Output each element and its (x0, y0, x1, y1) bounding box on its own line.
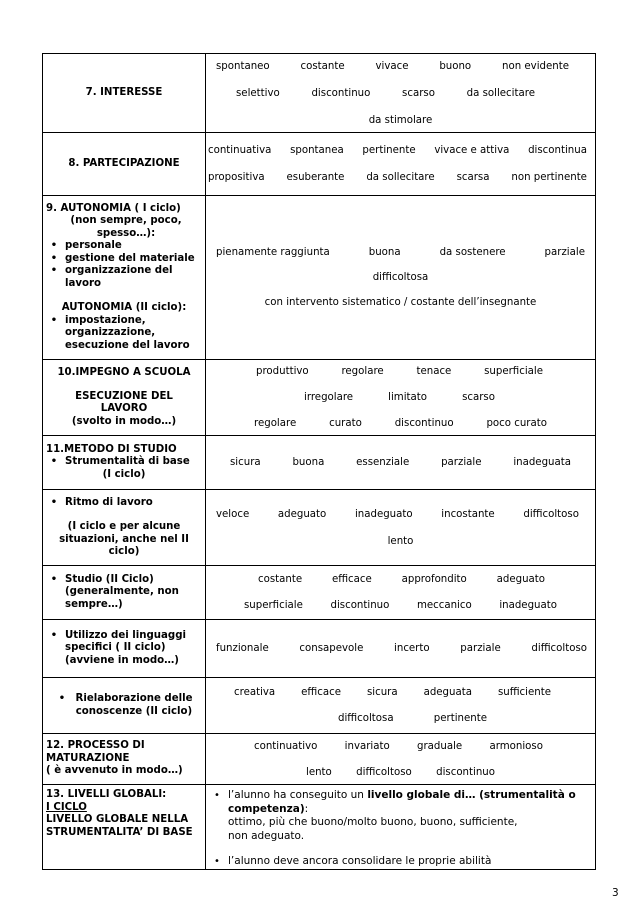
option: discontinua (528, 145, 587, 156)
options-line (206, 365, 595, 378)
option: veloce (216, 508, 250, 520)
option: scarsa (456, 172, 490, 183)
row-options-maturazione (206, 734, 596, 785)
option: produttivo (256, 366, 309, 377)
option: difficoltosa (372, 272, 429, 283)
option: sufficiente (497, 687, 551, 698)
option: inadeguata (513, 457, 571, 468)
table-row (43, 734, 596, 785)
list-item: • Utilizzo dei linguaggi specifici ( II ciclo) (avviene in modo…) (43, 630, 205, 668)
option: costante (300, 60, 345, 72)
options-line (206, 246, 595, 259)
bullet: • (58, 693, 66, 704)
label-impegno-note: (svolto in modo…) (71, 415, 177, 427)
bullet: • (214, 790, 220, 801)
label-interesse: 7. INTERESSE (85, 86, 163, 98)
table-row (43, 196, 596, 360)
table-row (43, 54, 596, 133)
list-item (206, 855, 595, 869)
list-item: • organizzazione del lavoro (43, 265, 205, 290)
options-line (206, 712, 595, 725)
row-options-autonomia (206, 196, 596, 360)
row-label-linguaggi (43, 620, 206, 678)
option: vivace (375, 60, 409, 72)
option: graduale (417, 740, 463, 752)
table-row (43, 490, 596, 566)
option: adeguato (277, 508, 327, 520)
option: propositiva (208, 172, 265, 183)
option: parziale (544, 247, 585, 258)
livelli-consolidare: l’alunno deve ancora consolidare le proprie abilità (228, 855, 492, 867)
option: esuberante (286, 172, 345, 183)
option: pienamente raggiunta (216, 247, 330, 258)
option: da sollecitare (466, 87, 535, 99)
option: parziale (441, 457, 482, 468)
row-options-impegno (206, 360, 596, 436)
option: sicura (366, 687, 398, 698)
options-line (206, 417, 595, 430)
bullet: • (214, 856, 220, 867)
table-row (43, 436, 596, 490)
label-impegno-sub: ESECUZIONE DEL LAVORO (75, 390, 173, 414)
row-label-partecipazione (43, 133, 206, 196)
list-item: • personale (43, 240, 205, 253)
option: poco curato (486, 418, 547, 429)
options-line (206, 271, 595, 284)
label-metodo-note-a: (I ciclo) (102, 468, 146, 480)
list-item: • Studio (II Ciclo) (generalmente, non sempre…) (43, 574, 205, 612)
options-line (206, 87, 595, 100)
option: pertinente (433, 713, 487, 724)
option: da sostenere (439, 247, 506, 258)
options-line (206, 766, 595, 779)
bullet: • (50, 240, 58, 252)
list-item: • gestione del materiale (43, 253, 205, 266)
option: limitato (388, 392, 428, 403)
evaluation-table (42, 53, 596, 870)
options-line (206, 456, 595, 469)
option: buona (292, 457, 325, 468)
option: da sollecitare (366, 172, 435, 183)
table-row (43, 566, 596, 620)
option: non evidente (502, 60, 569, 72)
row-content-livelli (206, 785, 596, 870)
row-options-partecipazione (206, 133, 596, 196)
list-item: • Rielaborazione delle conoscenze (II ciclo) (43, 693, 205, 718)
options-line (206, 144, 595, 157)
table-row (43, 785, 596, 870)
option: creativa (234, 687, 276, 698)
livelli-text: l’alunno ha conseguito un (228, 789, 368, 801)
option: pertinente (362, 145, 416, 156)
option: vivace e attiva (434, 145, 510, 156)
option: lento (306, 766, 332, 778)
option: meccanico (416, 600, 472, 611)
option: sicura (230, 457, 261, 468)
options-line (206, 508, 595, 521)
option: scarso (402, 87, 435, 99)
label-autonomia-note: (non sempre, poco, spesso…): (70, 215, 182, 239)
row-options-strumentalita (206, 436, 596, 490)
livelli-levels: ottimo, più che buono/molto buono, buono, sufficiente, (228, 816, 518, 828)
option: con intervento sistematico / costante dell’insegnante (264, 297, 537, 308)
bullet: • (50, 456, 58, 468)
option: buono (439, 60, 472, 72)
options-line (206, 114, 595, 127)
option: lento (387, 535, 414, 547)
bullet: • (50, 629, 58, 641)
table-row (43, 360, 596, 436)
row-label-livelli (43, 785, 206, 870)
option: scarso (462, 392, 495, 403)
bullet: • (50, 496, 58, 508)
option: discontinuo (436, 766, 495, 778)
row-options-linguaggi (206, 620, 596, 678)
options-line (206, 391, 595, 404)
option: consapevole (299, 643, 364, 654)
row-label-interesse (43, 54, 206, 133)
options-line (206, 686, 595, 699)
row-label-ritmo (43, 490, 206, 566)
option: invariato (344, 740, 390, 752)
row-label-maturazione (43, 734, 206, 785)
option: discontinuo (394, 418, 454, 429)
table-row (43, 620, 596, 678)
row-label-autonomia (43, 196, 206, 360)
option: incostante (441, 508, 495, 520)
option: difficoltoso (356, 766, 412, 778)
row-options-studio (206, 566, 596, 620)
livelli-bold: livello globale di… (strumentalità o competenza) (228, 789, 576, 815)
option: inadeguato (354, 508, 413, 520)
option: armonioso (489, 740, 543, 752)
option: selettivo (236, 87, 280, 99)
options-line (206, 642, 595, 655)
row-label-impegno (43, 360, 206, 436)
option: superficiale (484, 366, 543, 377)
option: buona (368, 247, 401, 258)
row-label-rielaborazione (43, 678, 206, 734)
option: curato (329, 418, 362, 429)
option: efficace (301, 687, 341, 698)
label-ritmo-note: (I ciclo e per alcune situazioni, anche nel II ciclo) (59, 521, 189, 557)
list-item: • impostazione, organizzazione, esecuzione del lavoro (43, 315, 205, 353)
bullet: • (50, 252, 58, 264)
options-line (206, 573, 595, 586)
option: discontinuo (311, 87, 371, 99)
option: difficoltoso (523, 508, 579, 520)
livelli-colon: : (304, 802, 309, 815)
bullet: • (50, 573, 58, 585)
label-maturazione-title: 12. PROCESSO DI MATURAZIONE (46, 740, 145, 764)
option: inadeguato (499, 600, 557, 611)
option: essenziale (356, 457, 410, 468)
label-maturazione-note: ( è avvenuto in modo…) (46, 765, 183, 777)
option: spontaneo (216, 60, 270, 72)
list-item: • Strumentalità di base (43, 456, 205, 469)
options-line (206, 60, 595, 73)
option: non pertinente (511, 172, 587, 183)
option: funzionale (216, 643, 269, 654)
label-impegno-title: 10.IMPEGNO A SCUOLA (57, 367, 191, 378)
label-partecipazione: 8. PARTECIPAZIONE (68, 157, 180, 169)
option: discontinuo (330, 600, 390, 611)
row-options-ritmo (206, 490, 596, 566)
label-autonomia-title: 9. AUTONOMIA ( I ciclo) (46, 202, 181, 214)
options-line (206, 296, 595, 309)
option: difficoltosa (338, 713, 394, 724)
bullet: • (50, 265, 58, 277)
option: parziale (460, 643, 501, 654)
option: spontanea (290, 145, 344, 156)
options-line (206, 599, 595, 612)
list-item (206, 789, 595, 816)
option: superficiale (244, 600, 303, 611)
option: regolare (254, 418, 297, 429)
livelli-levels-end: non adeguato. (228, 829, 305, 842)
option: difficoltoso (531, 643, 587, 654)
option: regolare (341, 366, 384, 377)
label-livelli-title: 13. LIVELLI GLOBALI: (46, 789, 167, 800)
option: continuativa (208, 145, 272, 156)
row-label-studio (43, 566, 206, 620)
option: tenace (416, 366, 452, 377)
label-autonomia-title2: AUTONOMIA (II ciclo): (61, 302, 187, 314)
options-line (206, 740, 595, 753)
label-livelli-ciclo: I CICLO (46, 801, 87, 813)
page-number: 3 (612, 887, 619, 899)
options-line (206, 535, 595, 548)
bullet: • (50, 314, 58, 326)
row-options-interesse (206, 54, 596, 133)
table-row (43, 678, 596, 734)
option: costante (258, 574, 303, 585)
row-options-rielaborazione (206, 678, 596, 734)
list-item: • Ritmo di lavoro (43, 497, 205, 510)
option: efficace (331, 574, 372, 585)
table-row (43, 133, 596, 196)
label-livelli-sub: LIVELLO GLOBALE NELLA STRUMENTALITA’ DI BASE (46, 814, 193, 838)
option: incerto (394, 643, 430, 654)
option: adeguata (423, 687, 472, 698)
options-line (206, 171, 595, 184)
option: approfondito (401, 574, 467, 585)
option: adeguato (496, 574, 545, 585)
option: continuativo (254, 740, 318, 752)
label-metodo-title: 11.METODO DI STUDIO (46, 443, 177, 455)
option: irregolare (304, 392, 354, 403)
row-label-metodo (43, 436, 206, 490)
option: da stimolare (368, 114, 433, 126)
